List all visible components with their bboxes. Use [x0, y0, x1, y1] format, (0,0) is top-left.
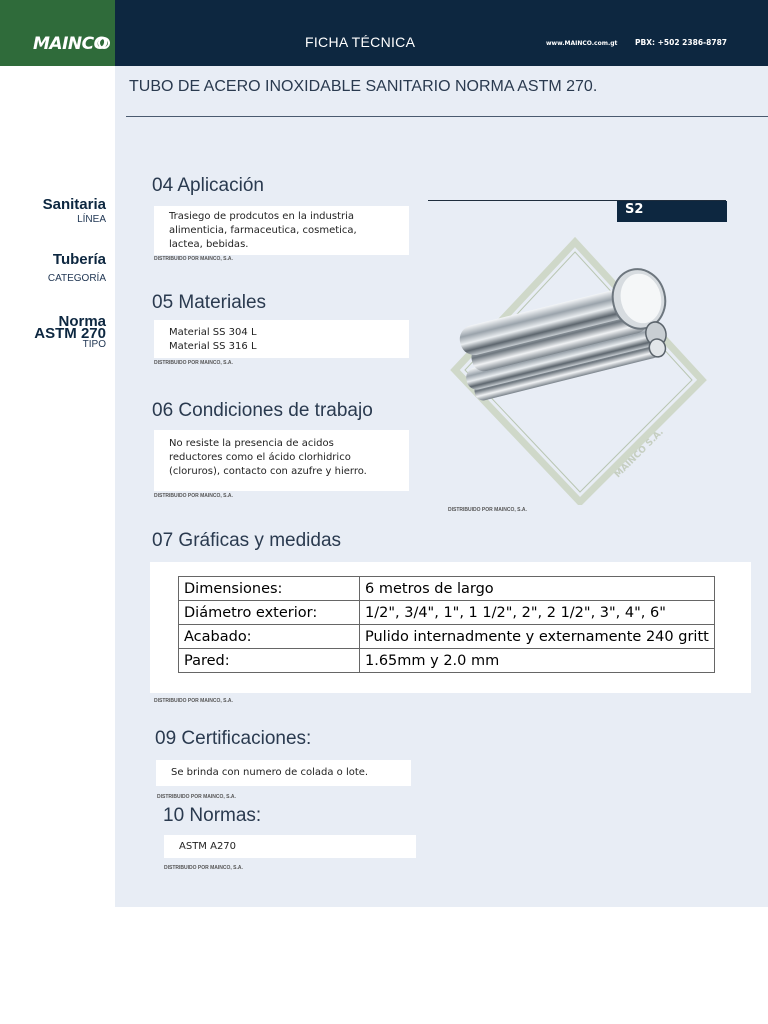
s2-badge: S2 — [617, 201, 727, 222]
header-website: www.MAINCO.com.gt — [546, 40, 618, 47]
page-header — [0, 0, 768, 66]
header-title: FICHA TÉCNICA — [305, 34, 416, 50]
aplicacion-box — [154, 206, 409, 255]
distribuido-note: DISTRIBUIDO POR MAINCO, S.A. — [154, 360, 233, 366]
mainco-watermark: MAINCO S.A. — [613, 427, 666, 481]
graficas-heading: 07 Gráficas y medidas — [152, 530, 342, 551]
normas-text: ASTM A270 — [179, 841, 237, 852]
normas-heading: 10 Normas: — [163, 805, 262, 826]
linea-caption: LÍNEA — [77, 214, 106, 225]
materiales-heading: 05 Materiales — [152, 292, 267, 313]
distribuido-note: DISTRIBUIDO POR MAINCO, S.A. — [154, 256, 233, 262]
table-cell: Acabado: — [179, 625, 360, 649]
tipo-caption: TIPO — [82, 339, 106, 350]
materiales-line: Material SS 304 L — [169, 327, 257, 338]
table-cell: 6 metros de largo — [360, 577, 715, 601]
distribuido-note: DISTRIBUIDO POR MAINCO, S.A. — [448, 507, 527, 513]
categoria-caption: CATEGORÍA — [47, 273, 106, 284]
spec-table — [178, 576, 715, 673]
certificaciones-text: Se brinda con numero de colada o lote. — [171, 767, 369, 778]
tipo-value-line1: Norma — [58, 313, 106, 330]
certificaciones-box — [156, 760, 411, 786]
aplicacion-line: lactea, bebidas. — [169, 239, 249, 250]
aplicacion-heading: 04 Aplicación — [152, 175, 264, 196]
table-cell: Diámetro exterior: — [179, 601, 360, 625]
title-divider — [126, 116, 768, 117]
table-row — [179, 577, 715, 601]
materiales-box — [154, 320, 409, 358]
table-cell: 1/2", 3/4", 1", 1 1/2", 2", 2 1/2", 3", 4", 6" — [360, 601, 715, 625]
table-cell: Pared: — [179, 649, 360, 673]
table-cell: Dimensiones: — [179, 577, 360, 601]
condiciones-line: (cloruros), contacto con azufre y hierro. — [169, 466, 367, 477]
pipe-bundle — [450, 264, 679, 404]
table-row — [179, 625, 715, 649]
condiciones-line: reductores como el ácido clorhidrico — [169, 452, 351, 463]
document-title: TUBO DE ACERO INOXIDABLE SANITARIO NORMA ASTM 270. — [129, 78, 598, 95]
header-pbx: PBX: +502 2386-8787 — [635, 38, 728, 47]
distribuido-note: DISTRIBUIDO POR MAINCO, S.A. — [154, 493, 233, 499]
materiales-line: Material SS 316 L — [169, 341, 257, 352]
table-cell: Pulido internadmente y externamente 240 gritt — [360, 625, 715, 649]
condiciones-box — [154, 430, 409, 491]
aplicacion-line: Trasiego de prodcutos en la industria — [169, 211, 355, 222]
distribuido-note: DISTRIBUIDO POR MAINCO, S.A. — [157, 794, 236, 800]
condiciones-heading: 06 Condiciones de trabajo — [152, 400, 373, 421]
table-row — [179, 601, 715, 625]
logo-area — [0, 0, 115, 66]
distribuido-note: DISTRIBUIDO POR MAINCO, S.A. — [154, 698, 233, 704]
linea-value: Sanitaria — [42, 196, 106, 213]
aplicacion-line: alimenticia, farmaceutica, cosmetica, — [169, 225, 357, 236]
tipo-value-line2: ASTM 270 — [34, 325, 106, 342]
table-row — [179, 649, 715, 673]
mainco-logo: MAINCO — [33, 34, 108, 54]
condiciones-line: No resiste la presencia de acidos — [169, 438, 334, 449]
spec-table-card — [150, 562, 751, 693]
table-cell: 1.65mm y 2.0 mm — [360, 649, 715, 673]
distribuido-note: DISTRIBUIDO POR MAINCO, S.A. — [164, 865, 243, 871]
categoria-value: Tubería — [52, 251, 106, 268]
logo-ring-icon — [98, 37, 110, 49]
certificaciones-heading: 09 Certificaciones: — [155, 728, 312, 749]
stainless-pipes-image — [440, 230, 720, 505]
normas-box — [164, 835, 416, 858]
